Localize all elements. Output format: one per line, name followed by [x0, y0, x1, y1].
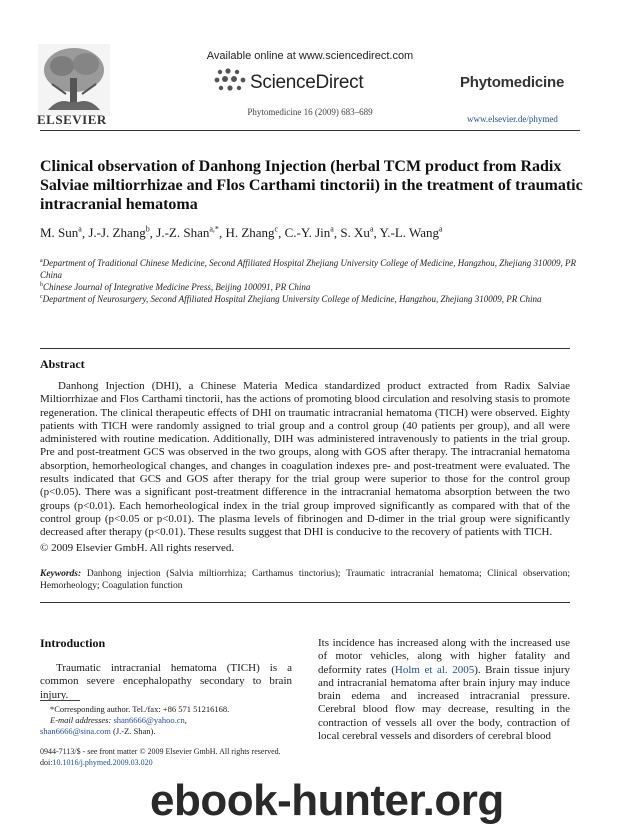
- author: Y.-L. Wang$^a$: [379, 225, 443, 241]
- journal-reference: Phytomedicine 16 (2009) 683–689: [247, 107, 373, 117]
- abstract-bottom-divider: [40, 602, 570, 603]
- author: J.-Z. Shan$^{a,*}$: [156, 225, 219, 241]
- doi-line: doi:10.1016/j.phymed.2009.03.020: [40, 758, 153, 767]
- author-list: M. Sun$^a$, J.-J. Zhang$^b$, J.-Z. Shan$^{a,*}$, H. Zhang$^c$, C.-Y. Jin$^a$, S. Xu$^a$, Y.-L. Wang$^a$: [40, 225, 443, 241]
- abstract-body: Danhong Injection (DHI), a Chinese Materia Medica standardized product extracted from Radix Salviae Miltiorrhizae and Flos Carthami tinctorii, has the actions of promoting blood circulation and resolving stasis to promote regeneration. The clinical therapeutic effects of DHI on traumatic intracranial hematoma (TICH) were observed. Eighty patients with TICH were randomly assigned to trial group and a control group (40 patients per group), and all were administered with routine medication. Additionally, DIH was administered intravenously to patients in the trial group. Pre and post-treatment GCS was observed in the two groups, along with GOS after therapy. The intracranial hematoma absorption, hemorheological changes, and changes in coagulation indexes pre- and post-treatment were evaluated. The results indicated that GCS and GOS after therapy for the trial group were superior to those for the control group (p<0.05). There was a significant post-treatment difference in the intracranial hematoma absorption between the two groups (p<0.01). Each hemorheological index in the trial group improved significantly as compared with that of the control group (p<0.05 or p<0.01). The plasma levels of fibrinogen and D-dimer in the trial group were significantly decreased after therapy (p<0.01). These results suggest that DHI is conducive to the recovery of patients with TICH.: [40, 380, 570, 539]
- abstract-top-divider: [40, 348, 570, 349]
- author: H. Zhang$^c$: [225, 225, 279, 241]
- journal-url-link[interactable]: www.elsevier.de/phymed: [467, 114, 558, 124]
- author: S. Xu$^a$: [340, 225, 374, 241]
- sciencedirect-brand: ScienceDirect: [250, 72, 364, 93]
- affiliation-b: $^b$Chinese Journal of Integrative Medicine Press, Beijing 100091, PR China: [40, 282, 311, 292]
- affiliation-a: $^a$Department of Traditional Chinese Medicine, Second Affiliated Hospital Zhejiang University College of Medicine, Hangzhou, Zhejiang 310009, PR China: [40, 258, 576, 280]
- email-line: E-mail addresses: shan6666@yahoo.cn,: [50, 715, 187, 725]
- email-link-2[interactable]: shan6666@sina.com: [40, 726, 111, 736]
- footnote-rule: [40, 700, 80, 701]
- corresponding-author: *Corresponding author. Tel./fax: +86 571 51216168.: [50, 704, 230, 714]
- introduction-right-column: Its incidence has increased along with the increased use of motor vehicles, along with higher fatality and deformity rates (Holm et al. 2005). Brain tissue injury and intracranial hematoma after brain injury may induce brain edema and increased intracranial pressure. Cerebral blood flow may decrease, resulting in the contraction of vessels all over the body, contraction of local cerebral vessels and disorders of cerebral blood: [318, 637, 571, 743]
- copyright-line: © 2009 Elsevier GmbH. All rights reserved.: [40, 542, 235, 554]
- keywords-label: Keywords:: [40, 569, 82, 579]
- email-line-2: shan6666@sina.com (J.-Z. Shan).: [40, 726, 156, 736]
- author: C.-Y. Jin$^a$: [284, 225, 334, 241]
- keywords: [40, 568, 570, 592]
- introduction-heading: Introduction: [40, 636, 106, 650]
- citation-link[interactable]: Holm et al. 2005: [394, 663, 475, 676]
- watermark: ebook-hunter.org: [150, 776, 504, 825]
- publisher-name: ELSEVIER: [37, 112, 107, 127]
- header-divider: [40, 130, 580, 131]
- affiliation-c: $^c$Department of Neurosurgery, Second Affiliated Hospital Zhejiang University College of Medicine, Hangzhou, Zhejiang 310009, PR China: [40, 294, 542, 304]
- keywords-text: Danhong injection (Salvia miltiorrhiza; Carthamus tinctorius); Traumatic intracranial hematoma; Clinical observation; Hemorheology; Coagulation function: [40, 569, 570, 591]
- sciencedirect-logo-icon: [212, 66, 248, 94]
- article-title: Clinical observation of Danhong Injection (herbal TCM product from Radix Salviae miltiorrhizae and Flos Carthami tinctorii) in the treatment of traumatic intracranial hematoma: [40, 158, 583, 213]
- author: J.-J. Zhang$^b$: [88, 225, 150, 241]
- issn-line: 0944-7113/$ - see front matter © 2009 Elsevier GmbH. All rights reserved.: [40, 747, 281, 756]
- corresponding-footnote: [40, 700, 280, 737]
- available-online-text[interactable]: Available online at www.sciencedirect.com: [206, 50, 414, 62]
- journal-name: Phytomedicine: [460, 74, 565, 91]
- email-link-1[interactable]: shan6666@yahoo.cn: [113, 715, 185, 725]
- doi-link[interactable]: 10.1016/j.phymed.2009.03.020: [52, 758, 153, 767]
- article-info: [40, 746, 340, 768]
- author: M. Sun$^a$: [40, 225, 82, 241]
- introduction-left-column: Traumatic intracranial hematoma (TICH) is a common severe encephalopathy secondary to brain injury.: [40, 662, 292, 701]
- abstract-heading: Abstract: [40, 357, 85, 371]
